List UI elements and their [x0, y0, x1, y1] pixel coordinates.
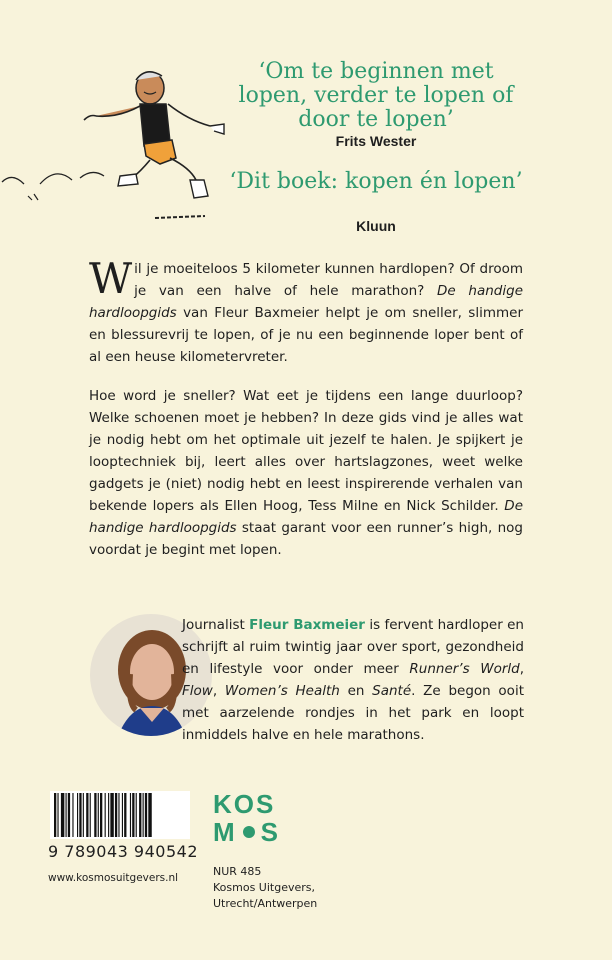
publisher-name: Kosmos Uitgevers, [213, 881, 315, 894]
runner-illustration [0, 60, 240, 230]
blurb-text: il je moeiteloos 5 kilometer kunnen hardlopen? Of droom je van een halve of hele marathon? [134, 261, 523, 299]
barcode [50, 791, 190, 839]
logo-dot-icon [243, 826, 255, 838]
blurb-text: van Fleur Baxmeier helpt je om sneller, slimmer en blessurevrij te lopen, of je nu een beginnende loper bent of al een heuse kilometervreter. [89, 305, 523, 365]
blurb-paragraph-1 [89, 254, 523, 368]
magazine-name: Flow [182, 683, 213, 699]
blurb-paragraph-2 [89, 385, 523, 561]
book-title: De handige hardloopgids [89, 498, 523, 536]
magazine-name: Runner’s World [409, 661, 520, 677]
separator: en [339, 683, 373, 699]
quote-attribution-kluun: Kluun [356, 218, 396, 234]
quote-kluun: ‘Dit boek: kopen én lopen’ [229, 169, 523, 194]
author-bio-text: Journalist [182, 617, 250, 633]
author-bio [182, 614, 524, 746]
logo-letter: M [213, 817, 237, 847]
author-bio-text: . Ze begon ooit met aarzelende rondjes in het park en loopt inmiddels halve en hele marathons. [182, 683, 524, 743]
logo-text-bottom [213, 818, 283, 846]
logo-text-top: KOS [213, 789, 276, 819]
author-name: Fleur Baxmeier [249, 617, 365, 633]
magazine-name: Women’s Health [224, 683, 340, 699]
nur-code: NUR 485 [213, 865, 262, 878]
magazine-name: Santé [372, 683, 412, 699]
separator: , [519, 661, 524, 677]
drop-cap: W [89, 254, 133, 303]
blurb-text: Hoe word je sneller? Wat eet je tijdens een lange duurloop? Welke schoenen moet je hebben? In deze gids vind je alles wat je nodig hebt om het optimale uit jezelf te halen. Je spijkert je looptechniek bij, leert alles over hartslagzones, weet welke gadgets je (niet) nodig hebt en leest inspirerende verhalen van bekende lopers als Ellen Hoog, Tess Milne en Nick Schilder. [89, 388, 523, 514]
kosmos-logo [213, 790, 283, 848]
separator: , [212, 683, 225, 699]
blurb-text: staat garant voor een runner’s high, nog voordat je begint met lopen. [89, 520, 523, 558]
publisher-website: www.kosmosuitgevers.nl [48, 872, 179, 884]
isbn-number: 9 789043 940542 [48, 842, 199, 861]
quote-frits-wester: ‘Om te beginnen met lopen, verder te lopen of door te lopen’ [238, 59, 514, 132]
logo-letter: S [260, 817, 281, 847]
quote-attribution-frits-wester: Frits Wester [335, 133, 417, 149]
publisher-city: Utrecht/Antwerpen [213, 897, 318, 910]
author-bio-text: is fervent hardloper en schrijft al ruim twintig jaar over sport, gezondheid en lifestyle voor onder meer [182, 617, 524, 677]
book-title: De handige hardloopgids [89, 283, 523, 321]
